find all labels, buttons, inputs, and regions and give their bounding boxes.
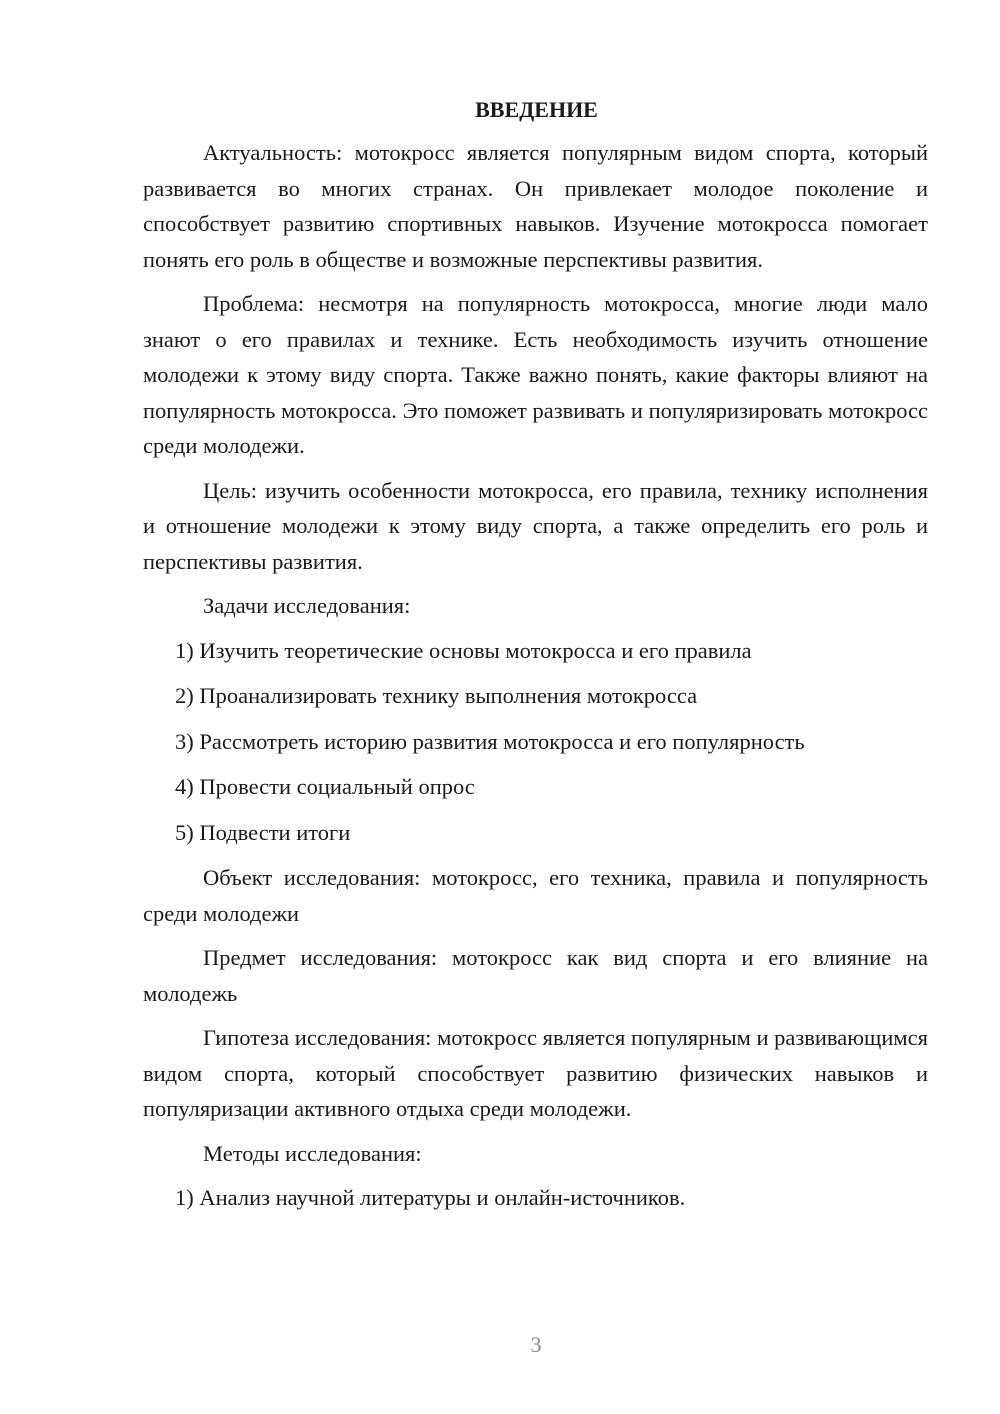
goal-paragraph: Цель: изучить особенности мотокросса, его правила, технику исполнения и отношение молодежи к этому виду спорта, а также определить его роль и перспективы развития. [143, 477, 928, 574]
list-item: 5) Подвести итоги [175, 819, 351, 845]
list-item: 1) Анализ научной литературы и онлайн-источников. [175, 1185, 686, 1210]
section-heading: ВВЕДЕНИЕ [475, 97, 598, 122]
list-item: 1) Изучить теоретические основы мотокросса и его правила [175, 637, 752, 663]
problem-paragraph: Проблема: несмотря на популярность мотокросса, многие люди мало знают о его правилах и технике. Есть необходимость изучить отношение молодежи к этому виду спорта. Также важно понять, какие факторы влияют на популярность мотокросса. Это поможет развивать и популяризировать мотокросс среди молодежи. [143, 291, 928, 458]
list-item: 3) Рассмотреть историю развития мотокросса и его популярность [175, 728, 805, 754]
relevance-paragraph: Актуальность: мотокросс является популярным видом спорта, который развивается во многих странах. Он привлекает молодое поколение и способствует развитию спортивных навыков. Изучение мотокросса помогает понять его роль в обществе и возможные перспективы развития. [143, 140, 928, 272]
methods-list [143, 1180, 928, 1216]
subject-paragraph: Предмет исследования: мотокросс как вид спорта и его влияние на молодежь [143, 945, 928, 1006]
list-item: 2) Проанализировать технику выполнения мотокросса [175, 683, 698, 708]
hypothesis-paragraph: Гипотеза исследования: мотокросс является популярным и развивающимся видом спорта, который способствует развитию физических навыков и популяризации активного отдыха среди молодежи. [143, 1025, 928, 1121]
list-item: 4) Провести социальный опрос [175, 774, 475, 799]
tasks-list [143, 633, 928, 851]
tasks-title: Задачи исследования: [203, 593, 411, 618]
methods-title: Методы исследования: [203, 1140, 422, 1166]
object-paragraph: Объект исследования: мотокросс, его техника, правила и популярность среди молодежи [143, 865, 928, 926]
page-number: 3 [530, 1332, 542, 1357]
page-content [143, 95, 928, 1225]
